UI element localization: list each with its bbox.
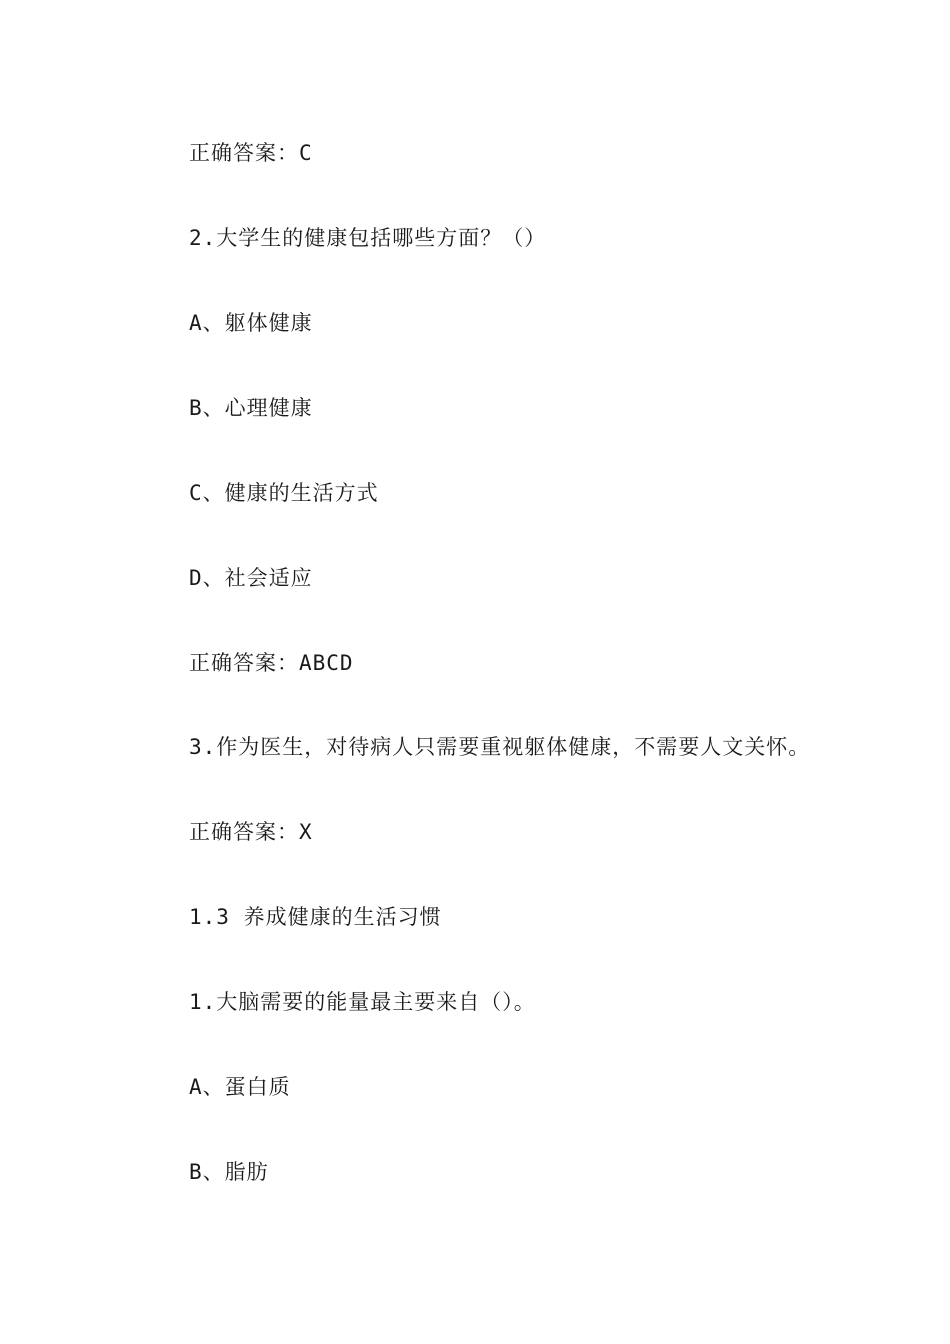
question-line: 1.大脑需要的能量最主要来自（）。: [189, 990, 536, 1014]
answer-line: 正确答案：X: [189, 820, 313, 844]
question-line: 3.作为医生，对待病人只需要重视躯体健康，不需要人文关怀。: [189, 735, 811, 759]
question-line: 2.大学生的健康包括哪些方面？（）: [189, 226, 547, 250]
answer-line: 正确答案：C: [189, 141, 313, 165]
option-line: B、脂肪: [189, 1160, 269, 1184]
option-line: B、心理健康: [189, 396, 313, 420]
option-line: A、躯体健康: [189, 311, 313, 335]
answer-line: 正确答案：ABCD: [189, 651, 354, 675]
option-line: A、蛋白质: [189, 1075, 291, 1099]
option-line: D、社会适应: [189, 566, 313, 590]
section-heading: 1.3 养成健康的生活习惯: [189, 905, 442, 929]
option-line: C、健康的生活方式: [189, 481, 379, 505]
